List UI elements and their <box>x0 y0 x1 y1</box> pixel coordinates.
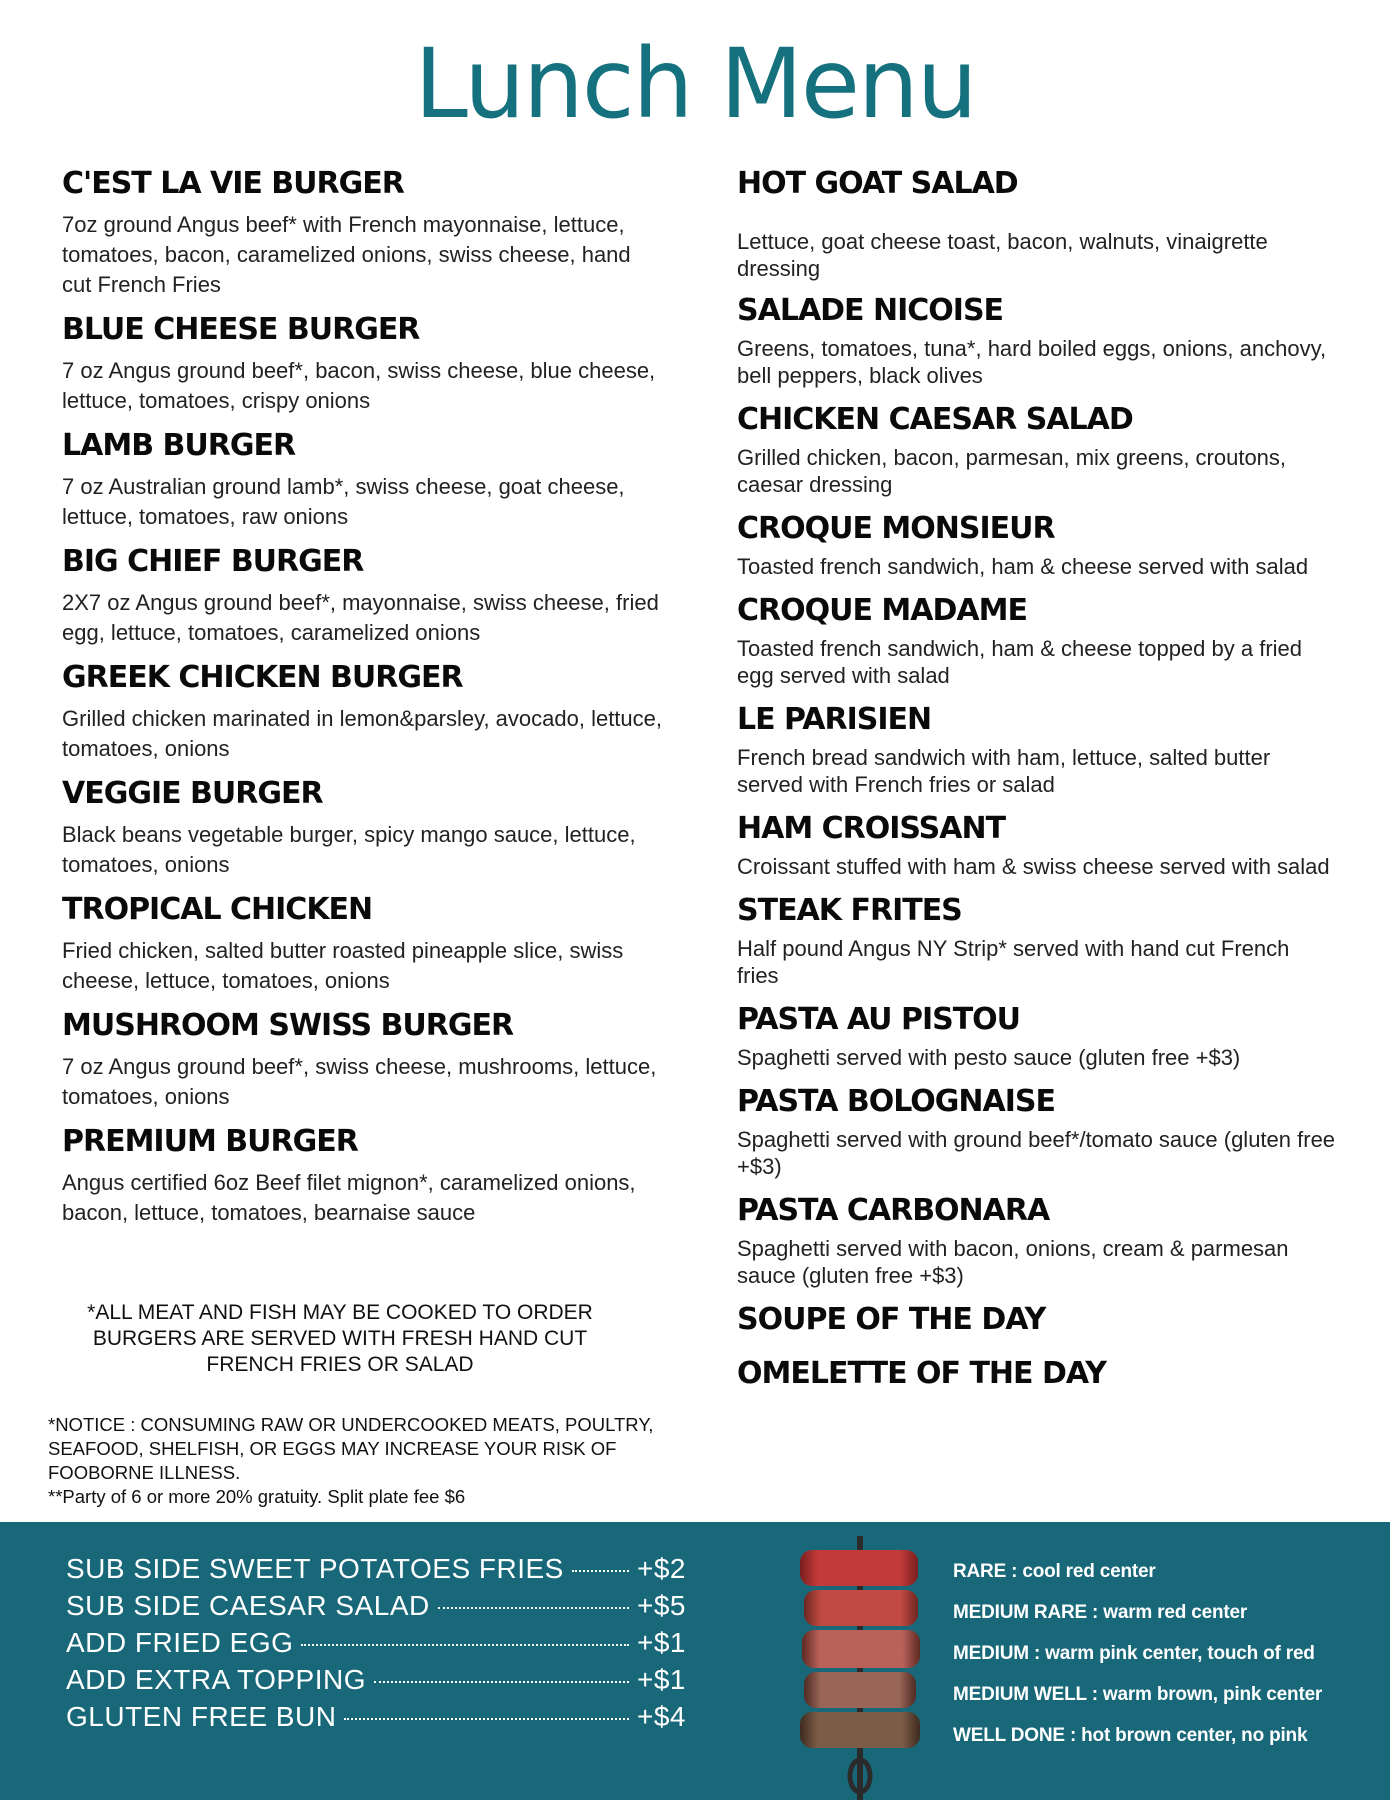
dot-leader <box>344 1718 629 1720</box>
steak-doneness-illustration <box>796 1536 926 1800</box>
doneness-desc: warm red center <box>1103 1602 1248 1623</box>
gratuity-notice: **Party of 6 or more 20% gratuity. Split plate fee $6 <box>48 1486 466 1507</box>
extra-row <box>66 1590 686 1627</box>
menu-item <box>62 166 662 300</box>
doneness-desc: cool red center <box>1022 1561 1156 1582</box>
menu-item <box>62 544 662 648</box>
item-description: Black beans vegetable burger, spicy mango sauce, lettuce, tomatoes, onions <box>62 822 636 877</box>
extra-price: +$2 <box>637 1553 686 1584</box>
item-description: Toasted french sandwich, ham & cheese served with salad <box>737 554 1309 579</box>
item-name: TROPICAL CHICKEN <box>62 892 373 927</box>
item-name: CHICKEN CAESAR SALAD <box>737 402 1133 437</box>
item-name: HOT GOAT SALAD <box>737 166 1018 201</box>
doneness-level: MEDIUM <box>953 1643 1029 1664</box>
extra-price: +$1 <box>637 1664 686 1695</box>
item-name: PREMIUM BURGER <box>62 1124 358 1159</box>
doneness-level: RARE <box>953 1561 1007 1582</box>
cooking-notice-line: *ALL MEAT AND FISH MAY BE COOKED TO ORDER <box>87 1301 593 1324</box>
extra-label: GLUTEN FREE BUN <box>66 1701 337 1732</box>
item-name: PASTA BOLOGNAISE <box>737 1084 1055 1119</box>
item-name: SALADE NICOISE <box>737 293 1004 328</box>
menu-item <box>62 776 662 880</box>
doneness-desc: warm brown, pink center <box>1102 1684 1323 1705</box>
extra-price: +$5 <box>637 1590 686 1621</box>
health-notice <box>48 1413 708 1509</box>
menu-item <box>737 511 1337 580</box>
steak-slice-well-done <box>800 1712 920 1748</box>
cooking-notice-line: FRENCH FRIES OR SALAD <box>206 1353 474 1376</box>
menu-item <box>737 166 1337 282</box>
dot-leader <box>438 1607 629 1609</box>
item-name: C'EST LA VIE BURGER <box>62 166 404 201</box>
extra-price: +$4 <box>637 1701 686 1732</box>
item-description: Spaghetti served with pesto sauce (gluten free +$3) <box>737 1045 1241 1070</box>
extra-label: SUB SIDE SWEET POTATOES FRIES <box>66 1553 564 1584</box>
item-name: MUSHROOM SWISS BURGER <box>62 1008 514 1043</box>
item-name: STEAK FRITES <box>737 893 962 928</box>
doneness-desc: warm pink center, touch of red <box>1045 1643 1315 1664</box>
doneness-guide <box>953 1557 1373 1762</box>
item-description: French bread sandwich with ham, lettuce, salted butter served with French fries or salad <box>737 745 1271 797</box>
item-name: BIG CHIEF BURGER <box>62 544 364 579</box>
extras-list <box>66 1553 686 1738</box>
cooking-notice <box>60 1300 620 1378</box>
item-name: OMELETTE OF THE DAY <box>737 1356 1106 1391</box>
menu-item <box>737 893 1337 989</box>
extra-label: ADD EXTRA TOPPING <box>66 1664 366 1695</box>
item-name: LE PARISIEN <box>737 702 932 737</box>
cooking-notice-line: BURGERS ARE SERVED WITH FRESH HAND CUT <box>92 1327 588 1350</box>
item-description: Spaghetti served with bacon, onions, cream & parmesan sauce (gluten free +$3) <box>737 1236 1289 1288</box>
menu-item <box>737 402 1337 498</box>
item-description: 2X7 oz Angus ground beef*, mayonnaise, swiss cheese, fried egg, lettuce, tomatoes, caramelized onions <box>62 590 659 645</box>
menu-item <box>737 1356 1337 1392</box>
extra-row <box>66 1553 686 1590</box>
doneness-desc: hot brown center, no pink <box>1081 1725 1308 1746</box>
steak-slice-rare <box>800 1550 918 1586</box>
doneness-level: MEDIUM RARE <box>953 1602 1087 1623</box>
item-description: 7 oz Angus ground beef*, swiss cheese, mushrooms, lettuce, tomatoes, onions <box>62 1054 657 1109</box>
item-name: LAMB BURGER <box>62 428 296 463</box>
menu-item <box>737 593 1337 689</box>
item-name: CROQUE MONSIEUR <box>737 511 1055 546</box>
item-description: 7 oz Australian ground lamb*, swiss cheese, goat cheese, lettuce, tomatoes, raw onions <box>62 474 625 529</box>
item-description: Fried chicken, salted butter roasted pineapple slice, swiss cheese, lettuce, tomatoes, onions <box>62 938 624 993</box>
item-name: SOUPE OF THE DAY <box>737 1302 1046 1337</box>
dot-leader <box>572 1570 629 1572</box>
item-name: GREEK CHICKEN BURGER <box>62 660 463 695</box>
menu-item <box>62 660 662 764</box>
menu-title: Lunch Menu <box>414 28 976 140</box>
item-description: 7 oz Angus ground beef*, bacon, swiss cheese, blue cheese, lettuce, tomatoes, crispy onions <box>62 358 656 413</box>
menu-item <box>737 293 1337 389</box>
steak-slice-medium-well <box>804 1672 916 1708</box>
extra-price: +$1 <box>637 1627 686 1658</box>
steak-slice-medium-rare <box>804 1590 918 1626</box>
item-name: HAM CROISSANT <box>737 811 1006 846</box>
doneness-level: MEDIUM WELL <box>953 1684 1087 1705</box>
dot-leader <box>374 1681 629 1683</box>
menu-item <box>737 1193 1337 1289</box>
item-description: Croissant stuffed with ham & swiss cheese served with salad <box>737 854 1330 879</box>
item-name: CROQUE MADAME <box>737 593 1027 628</box>
menu-item <box>62 1008 662 1112</box>
left-menu-column <box>62 166 662 1240</box>
doneness-level: WELL DONE <box>953 1725 1065 1746</box>
item-description: Half pound Angus NY Strip* served with hand cut French fries <box>737 936 1290 988</box>
item-description: Grilled chicken, bacon, parmesan, mix greens, croutons, caesar dressing <box>737 445 1287 497</box>
right-menu-column <box>737 166 1337 1405</box>
item-description: Toasted french sandwich, ham & cheese topped by a fried egg served with salad <box>737 636 1303 688</box>
extra-label: SUB SIDE CAESAR SALAD <box>66 1590 430 1621</box>
extra-row <box>66 1627 686 1664</box>
menu-item <box>737 1002 1337 1071</box>
item-description: Spaghetti served with ground beef*/tomato sauce (gluten free +$3) <box>737 1127 1336 1179</box>
doneness-row: WELL DONE : hot brown center, no pink <box>953 1725 1308 1746</box>
menu-item <box>62 892 662 996</box>
item-name: VEGGIE BURGER <box>62 776 323 811</box>
menu-item <box>737 702 1337 798</box>
menu-item <box>737 1084 1337 1180</box>
item-description: 7oz ground Angus beef* with French mayonnaise, lettuce, tomatoes, bacon, caramelized onions, swiss cheese, hand cut French Fries <box>62 212 631 297</box>
item-name: BLUE CHEESE BURGER <box>62 312 420 347</box>
consumption-warning: *NOTICE : CONSUMING RAW OR UNDERCOOKED MEATS, POULTRY, SEAFOOD, SHELFISH, OR EGGS MAY INCREASE YOUR RISK OF FOOBORNE ILLNESS. <box>48 1414 654 1483</box>
menu-item <box>62 1124 662 1228</box>
doneness-row: MEDIUM WELL : warm brown, pink center <box>953 1684 1323 1705</box>
steak-slice-medium <box>802 1630 920 1668</box>
doneness-row: MEDIUM RARE : warm red center <box>953 1602 1248 1623</box>
item-description: Lettuce, goat cheese toast, bacon, walnuts, vinaigrette dressing <box>737 229 1268 281</box>
item-description: Angus certified 6oz Beef filet mignon*, caramelized onions, bacon, lettuce, tomatoes, bearnaise sauce <box>62 1170 636 1225</box>
menu-item <box>62 312 662 416</box>
item-description: Grilled chicken marinated in lemon&parsley, avocado, lettuce, tomatoes, onions <box>62 706 663 761</box>
menu-item <box>737 1302 1337 1338</box>
doneness-row: RARE : cool red center <box>953 1561 1156 1582</box>
extra-row <box>66 1701 686 1738</box>
extra-label: ADD FRIED EGG <box>66 1627 294 1658</box>
item-name: PASTA CARBONARA <box>737 1193 1050 1228</box>
item-name: PASTA AU PISTOU <box>737 1002 1021 1037</box>
menu-item <box>62 428 662 532</box>
item-description: Greens, tomatoes, tuna*, hard boiled eggs, onions, anchovy, bell peppers, black olives <box>737 336 1327 388</box>
extra-row <box>66 1664 686 1701</box>
doneness-row: MEDIUM : warm pink center, touch of red <box>953 1643 1315 1664</box>
menu-item <box>737 811 1337 880</box>
dot-leader <box>301 1644 629 1646</box>
